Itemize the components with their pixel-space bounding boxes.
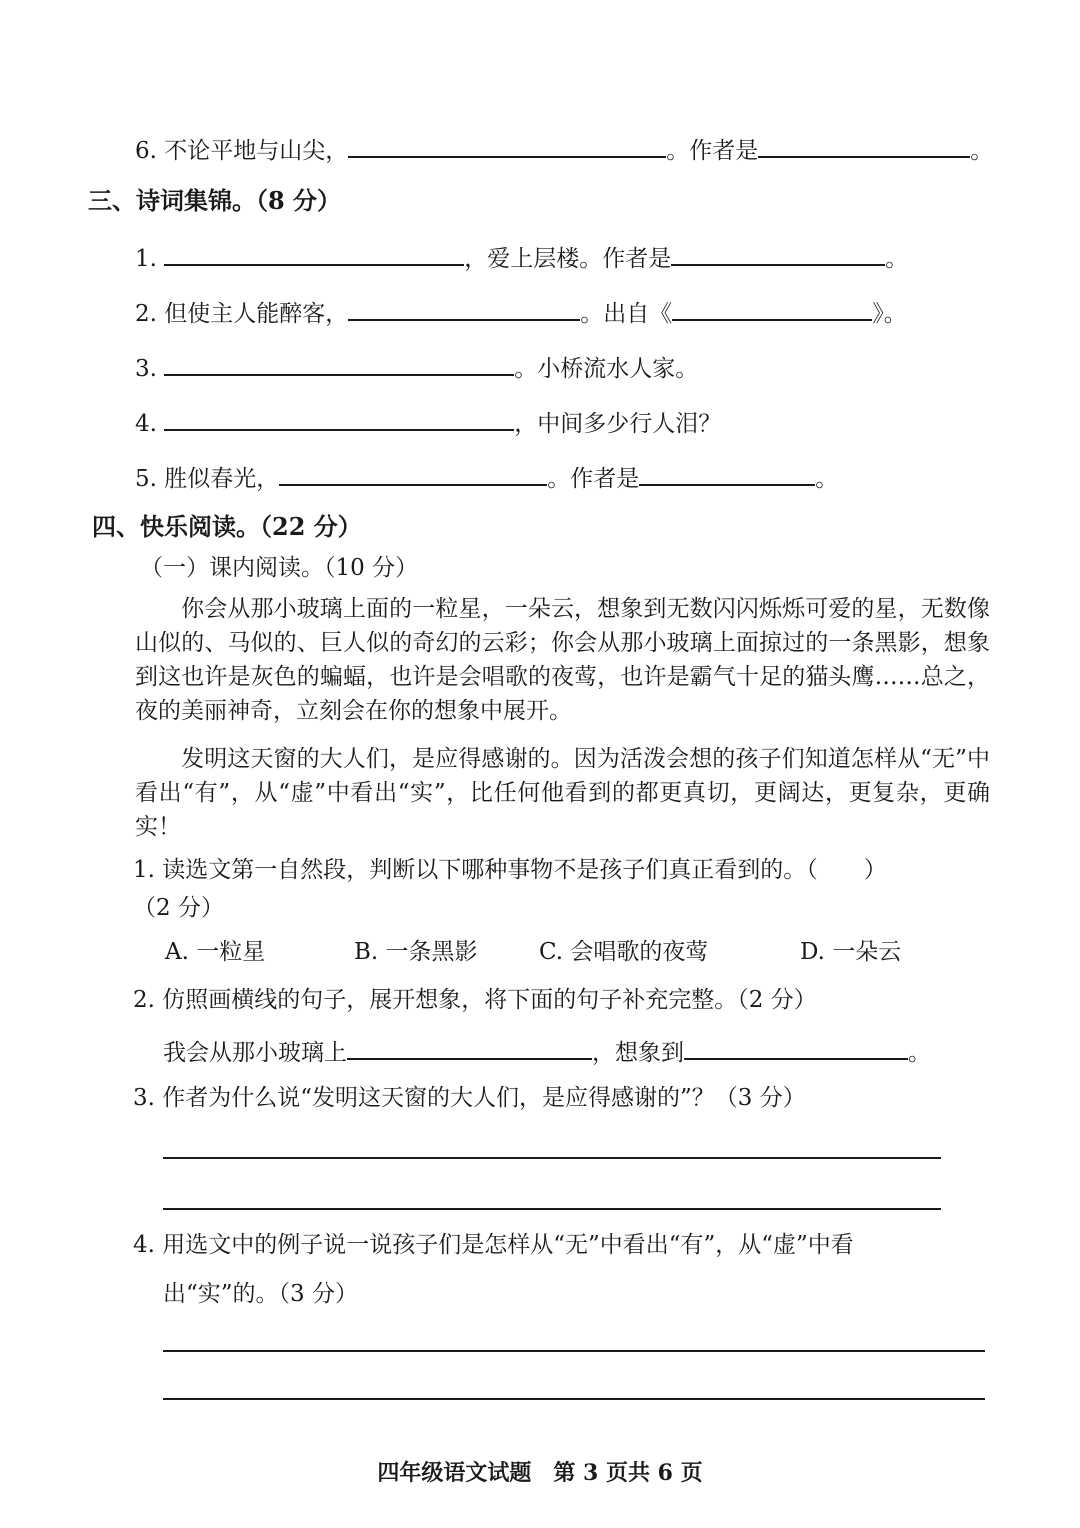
s3-q2-text-c: 》。 <box>872 301 907 327</box>
q6-text-c: 。 <box>970 138 994 164</box>
passage-paragraph-1 <box>135 592 990 728</box>
s3-q4-line <box>135 407 721 439</box>
option-c[interactable]: C. 会唱歌的夜莺 <box>539 939 709 965</box>
s3-q5-text-a: 胜似春光， <box>164 466 280 492</box>
s3-q2-num: 2. <box>135 301 157 327</box>
section-3-title: 三、诗词集锦。（8 分） <box>88 186 342 215</box>
option-a[interactable]: A. 一粒星 <box>165 939 266 965</box>
s3-q1-text-a: ，爱上层楼。作者是 <box>464 246 672 272</box>
s3-q2-blank-1[interactable] <box>348 297 580 321</box>
s3-q1-blank-2[interactable] <box>671 242 885 266</box>
s3-q1-num: 1. <box>135 246 157 272</box>
s3-q3-text-a: 。小桥流水人家。 <box>514 356 699 382</box>
s3-q5-text-b: 。作者是 <box>547 466 640 492</box>
s4-q2-text-c: 。 <box>908 1040 931 1066</box>
s4-q2-blank-1[interactable] <box>347 1036 592 1060</box>
q6-line <box>135 134 993 166</box>
s3-q2-text-b: 。出自《 <box>580 301 673 327</box>
s4-q4-answer-line-2[interactable] <box>163 1398 985 1400</box>
q6-text-a: 不论平地与山尖， <box>164 138 349 164</box>
page-footer: 四年级语文试题 第 3 页共 6 页 <box>377 1460 703 1486</box>
passage-paragraph-2 <box>135 742 990 844</box>
s3-q1-text-b: 。 <box>885 246 909 272</box>
s4-q2-blank-2[interactable] <box>684 1036 908 1060</box>
s4-q1-line2: （2 分） <box>133 895 224 921</box>
s4-q4-answer-line-1[interactable] <box>163 1350 985 1352</box>
s4-q2-line1: 2. 仿照画横线的句子，展开想象，将下面的句子补充完整。（2 分） <box>133 987 817 1013</box>
s4-q3-answer-line-1[interactable] <box>163 1157 941 1159</box>
q6-text-b: 。作者是 <box>666 138 759 164</box>
s3-q5-num: 5. <box>135 466 157 492</box>
s3-q4-text-a: ，中间多少行人泪？ <box>514 411 722 437</box>
option-b[interactable]: B. 一条黑影 <box>354 939 478 965</box>
s3-q5-text-c: 。 <box>815 466 839 492</box>
s3-q1-blank-1[interactable] <box>164 242 464 266</box>
s3-q5-blank-2[interactable] <box>639 462 815 486</box>
s3-q4-num: 4. <box>135 411 157 437</box>
s4-q4-line2: 出“实”的。（3 分） <box>163 1281 358 1307</box>
s3-q3-line <box>135 352 698 384</box>
s3-q2-text-a: 但使主人能醉客， <box>164 301 349 327</box>
option-d[interactable]: D. 一朵云 <box>800 939 902 965</box>
q6-num: 6. <box>135 138 157 164</box>
s3-q3-blank-1[interactable] <box>164 352 514 376</box>
s4-q4-line1: 4. 用选文中的例子说一说孩子们是怎样从“无”中看出“有”，从“虚”中看 <box>133 1232 854 1258</box>
q6-blank-2[interactable] <box>758 134 970 158</box>
section-4-subtitle: （一）课内阅读。（10 分） <box>140 555 419 581</box>
s3-q1-line <box>135 242 908 274</box>
s3-q4-blank-1[interactable] <box>164 407 514 431</box>
passage-paragraph-1-text: 你会从那小玻璃上面的一粒星，一朵云，想象到无数闪闪烁烁可爱的星，无数像山似的、马似的、巨人似的奇幻的云彩；你会从那小玻璃上面掠过的一条黑影，想象到这也许是灰色的蝙蝠，也许是会唱歌的夜莺，也许是霸气十足的猫头鹰……总之，夜的美丽神奇，立刻会在你的想象中展开。 <box>135 596 990 724</box>
s3-q5-line <box>135 462 838 494</box>
s3-q5-blank-1[interactable] <box>279 462 547 486</box>
s4-q2-text-a: 我会从那小玻璃上 <box>163 1040 347 1066</box>
section-4-title: 四、快乐阅读。（22 分） <box>92 512 362 541</box>
q6-blank-1[interactable] <box>348 134 666 158</box>
s4-q2-line2 <box>163 1036 931 1068</box>
s3-q2-blank-2[interactable] <box>672 297 872 321</box>
s3-q2-line <box>135 297 907 329</box>
s4-q1-line1: 1. 读选文第一自然段，判断以下哪种事物不是孩子们真正看到的。（ ） <box>133 857 887 883</box>
passage-paragraph-2-text: 发明这天窗的大人们，是应得感谢的。因为活泼会想的孩子们知道怎样从“无”中看出“有”，从“虚”中看出“实”，比任何他看到的都更真切，更阔达，更复杂，更确实！ <box>135 746 990 840</box>
s4-q2-text-b: ，想象到 <box>592 1040 684 1066</box>
s4-q3-line: 3. 作者为什么说“发明这天窗的大人们，是应得感谢的”？（3 分） <box>133 1085 806 1111</box>
s3-q3-num: 3. <box>135 356 157 382</box>
s4-q3-answer-line-2[interactable] <box>163 1208 941 1210</box>
